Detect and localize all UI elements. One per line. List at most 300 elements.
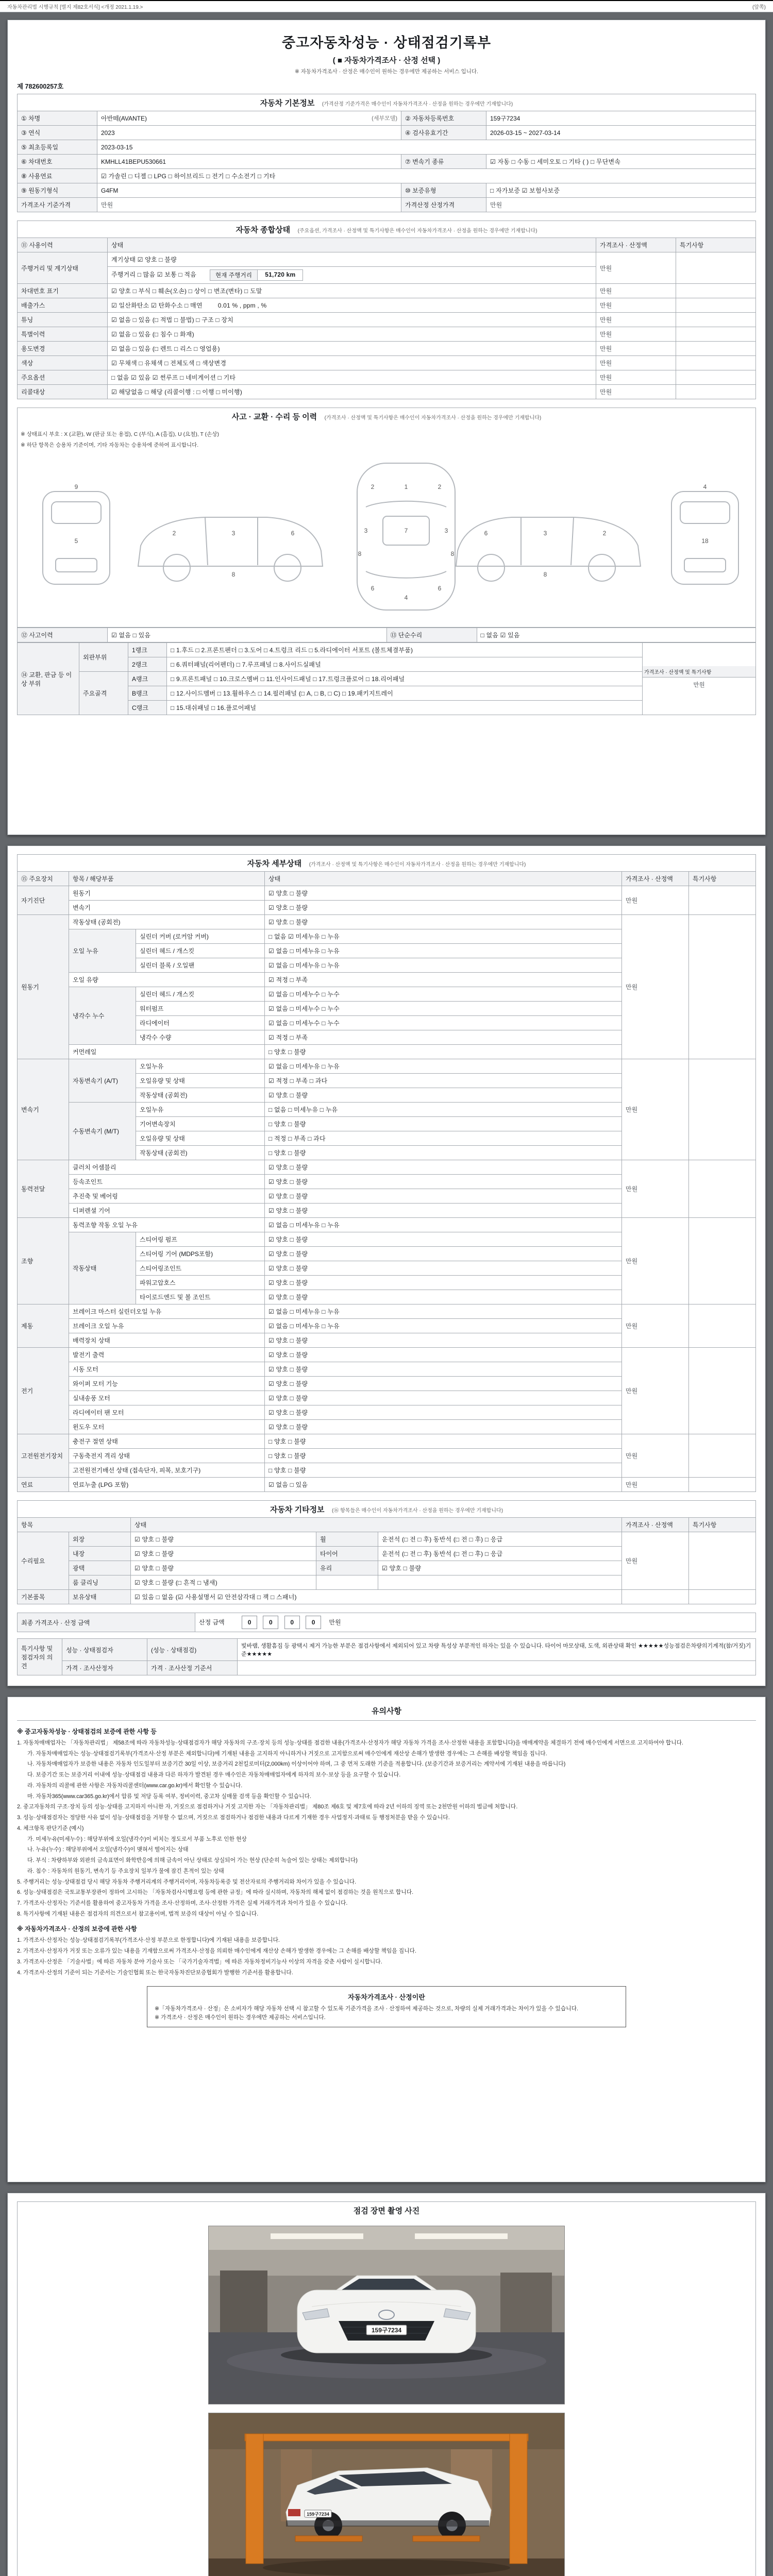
table-row [18, 1639, 756, 1661]
checkbox-group: ☑ 양호 □ 불량 [265, 1405, 622, 1420]
notice-paragraph: 7. 가격조사·산정자는 기준서를 활용하여 중고자동차 가격을 조사·산정하며, 조사·산정한 가격은 실제 거래가격과 차이가 있을 수 있습니다. [17, 1900, 348, 1907]
notice-paragraph: 3. 성능·상태점검자는 정당한 사유 없이 성능·상태점검을 거부할 수 없으며, 거짓으로 점검하거나 점검한 내용과 다르게 기재한 경우 사업정지·과태료 등 행정처분을 받을 수 있습니다. [17, 1815, 450, 1821]
subgroup-cell: 수동변속기 (M/T) [69, 1103, 136, 1160]
note-cell [689, 1532, 756, 1590]
notice-paragraph: 가. 미세누유(미세누수) : 해당부위에 오일(냉각수)이 비치는 정도로서 부품 노후로 인한 현상 [27, 1836, 247, 1842]
note-cell [689, 915, 756, 1059]
device-cell: 조향 [18, 1218, 69, 1304]
checkbox-group: ☑ 양호 □ 불량 [265, 1088, 622, 1103]
price-survey-option: ( ■ 자동차가격조사 · 산정 선택 ) [332, 56, 441, 65]
checkbox-group: ☑ 양호 □ 불량 [265, 901, 622, 915]
checkbox-group: ☑ 양호 □ 불량 [265, 1247, 622, 1261]
license-plate-front: 159구7234 [371, 2327, 402, 2334]
checkbox-group: ☑ 양호 □ 불량 [265, 1420, 622, 1434]
table-row [18, 1160, 756, 1175]
notice-paragraph: 라. 침수 : 자동차의 원동기, 변속기 등 주요장치 일부가 물에 잠긴 흔적이 있는 상태 [27, 1868, 224, 1874]
notice-body [17, 1727, 756, 1977]
table-row [18, 370, 756, 385]
vin-value: KMHLL41BEPU530661 [97, 155, 401, 169]
price-cell: 만원 [622, 1304, 689, 1348]
accident-history-checkbox-group: ☑ 없음 □ 있음 [108, 628, 387, 642]
part-items-checkbox-group: □ 1.후드 □ 2.프론트펜더 □ 3.도어 □ 4.트렁크 리드 □ 5.라디에이터 서포트 (볼트체결부품) [167, 643, 643, 657]
note-cell [676, 370, 756, 385]
checkbox-group: ☑ 양호 □ 불량 [265, 1333, 622, 1348]
checkbox-group: □ 양호 □ 불량 [265, 1117, 622, 1131]
price-cell: 만원 [596, 342, 676, 356]
table-row [18, 628, 756, 642]
table-row [18, 169, 756, 183]
table-row [18, 342, 756, 356]
table-row [18, 284, 756, 298]
item-cell: 냉각수 수량 [136, 1030, 265, 1045]
item-cell: 기어변속장치 [136, 1117, 265, 1131]
part-items-checkbox-group: □ 15.대쉬패널 □ 16.플로어패널 [167, 701, 643, 715]
col-price: 가격조사 · 산정액 [596, 238, 676, 252]
note-cell [689, 1059, 756, 1160]
table-row [18, 111, 756, 126]
row-label: 차대번호 표기 [18, 284, 108, 298]
price-digit: 0 [263, 1616, 278, 1629]
first-reg-value: 2023-03-15 [97, 140, 756, 155]
row-label: 리콜대상 [18, 385, 108, 399]
checkbox-group: □ 양호 □ 불량 [265, 1449, 622, 1463]
item-cell: 고전원전기배선 상태 (접속단자, 피복, 보호기구) [69, 1463, 265, 1478]
notice-paragraph: 나. 누유(누수) : 해당부위에서 오일(냉각수)이 맺혀서 떨어지는 상태 [27, 1846, 189, 1853]
svg-text:2: 2 [602, 530, 607, 537]
item-cell: 오일누유 [136, 1103, 265, 1117]
table-row [18, 356, 756, 370]
table-row [18, 183, 756, 198]
checkbox-group: □ 양호 □ 불량 [265, 1434, 622, 1449]
item-cell: 스티어링 펌프 [136, 1232, 265, 1247]
panel-detail-etc [7, 845, 766, 1686]
note-cell [689, 886, 756, 915]
inspector-label: 성능 · 상태점검자 [62, 1639, 147, 1661]
table-row [18, 327, 756, 342]
document-page [4, 20, 769, 2576]
device-cell: 변속기 [18, 1059, 69, 1160]
col-use-history: ⑪ 사용이력 [18, 238, 108, 252]
notice-heading: ※ 자동차가격조사 · 산정의 보증에 관한 사항 [17, 1925, 137, 1933]
table-row [18, 1478, 756, 1492]
item-cell: 라디에이터 팬 모터 [69, 1405, 265, 1420]
item-label [316, 1575, 378, 1590]
basic-items-label: 보유상태 [69, 1590, 131, 1604]
section-basic-note: (가격산정 기준가격은 매수인이 자동차가격조사 · 산정을 원하는 경우에만 기재합니다) [322, 101, 513, 107]
section-photos-header [17, 2201, 756, 2218]
transmission-checkbox-group: ☑ 자동 □ 수동 □ 세미오토 □ 기타 ( ) □ 무단변속 [486, 155, 756, 169]
checkbox-group: ☑ 없음 □ 미세누유 □ 누유 [265, 1059, 622, 1074]
item-cell: 추진축 및 베어링 [69, 1189, 265, 1204]
vin-label: ⑥ 차대번호 [18, 155, 97, 169]
svg-text:9: 9 [74, 483, 78, 490]
svg-text:2: 2 [438, 483, 442, 490]
appraiser-tag: 가격 · 조사산정 기준서 [147, 1661, 238, 1675]
checkbox-group: ☑ 양호 □ 불량 [265, 1290, 622, 1304]
price-digit: 0 [306, 1616, 321, 1629]
item-label: 광택 [69, 1561, 131, 1575]
checkbox-group: ☑ 양호 □ 불량 [131, 1532, 316, 1547]
item-cell: 변속기 [69, 901, 265, 915]
table-row [18, 140, 756, 155]
repair-group-label: 수리필요 [18, 1532, 69, 1590]
svg-text:3: 3 [364, 527, 368, 534]
col-item: 항목 [18, 1518, 131, 1532]
price-cell: 만원 [622, 1059, 689, 1160]
opinion-side-label: 특기사항 및 점검자의 의견 [18, 1639, 62, 1675]
item-cell: 스티어링 기어 (MDPS포함) [136, 1247, 265, 1261]
notice-paragraph: 가. 자동차매매업자는 성능·상태점검기록부(가격조사·산정 부분은 제외합니다)에 기재된 내용을 고지하지 아니하거나 거짓으로 고지함으로써 매수인에게 재산상 손해가 발생한 경우에는 그 손해를 배상할 책임을 집니다. [27, 1750, 547, 1757]
price-calc-label: 가격산정 산정가격 [401, 198, 486, 212]
note-cell [676, 313, 756, 327]
row-label: 배출가스 [18, 298, 108, 313]
section-accident-title: 사고 · 교환 · 수리 등 이력 [231, 413, 317, 421]
svg-text:4: 4 [404, 594, 408, 601]
col-price: 가격조사 · 산정액 [622, 872, 689, 886]
appraiser-label: 가격 · 조사산정자 [62, 1661, 147, 1675]
price-cell [643, 643, 756, 715]
table-header-row [18, 872, 756, 886]
item-cell: 동력조향 작동 오일 누유 [69, 1218, 265, 1232]
state-code-legend: ※ 상태표시 부호 : X (교환), W (판금 또는 용접), C (부식), A (흠집), U (요철), T (손상) [21, 431, 219, 437]
checkbox-group [108, 267, 596, 284]
checkbox-group: ☑ 양호 □ 불량 (□ 흔적 □ 냄새) [131, 1575, 316, 1590]
checkbox-group: ☑ 양호 □ 불량 [265, 1391, 622, 1405]
checkbox-group [108, 327, 596, 342]
checkbox-group: ☑ 양호 □ 불량 [265, 1175, 622, 1189]
basic-info-table [17, 111, 756, 212]
price-digit: 0 [284, 1616, 300, 1629]
reg-no-label: ② 자동차등록번호 [401, 111, 486, 126]
price-unit: 만원 [329, 1619, 341, 1626]
table-row [18, 1532, 756, 1547]
row-label: 색상 [18, 356, 108, 370]
notice-paragraph: 6. 성능·상태점검은 국토교통부장관이 정하여 고시하는 「자동차검사시행요령 등에 관한 규정」에 따라 실시하며, 자동차의 해체 없이 점검하는 것을 원칙으로 합니다. [17, 1889, 414, 1896]
warranty-checkbox-group: □ 자가보증 ☑ 보험사보증 [486, 183, 756, 198]
item-label: 유리 [316, 1561, 378, 1575]
price-cell: 만원 [622, 1478, 689, 1492]
part-category: 주요골격 [79, 672, 128, 715]
item-cell: 연료누출 (LPG 포함) [69, 1478, 265, 1492]
checkbox-group [378, 1575, 622, 1590]
item-cell: 클러치 어셈블리 [69, 1160, 265, 1175]
page-marker: (앞쪽) [752, 5, 766, 10]
checkbox-group [108, 252, 596, 267]
price-cell: 만원 [596, 327, 676, 342]
part-rank: B랭크 [128, 686, 167, 701]
checkbox-group [108, 370, 596, 385]
checkbox-group: ☑ 양호 □ 불량 [131, 1561, 316, 1575]
table-row [18, 385, 756, 399]
subgroup-cell: 오일 누유 [69, 929, 136, 973]
checkbox-group: ☑ 양호 □ 불량 [265, 1204, 622, 1218]
note-cell [676, 342, 756, 356]
price-cell: 만원 [622, 1218, 689, 1304]
final-price-table [17, 1613, 756, 1632]
svg-text:6: 6 [438, 585, 442, 592]
svg-text:8: 8 [231, 571, 236, 578]
table-row [18, 1059, 756, 1074]
col-note: 특기사항 [676, 238, 756, 252]
section-overall-header [17, 221, 756, 238]
svg-text:8: 8 [450, 550, 455, 557]
section-photos-title: 점검 장면 촬영 사진 [353, 2207, 420, 2215]
price-cell: 만원 [622, 1348, 689, 1434]
note-cell [689, 1304, 756, 1348]
price-cell: 만원 [596, 298, 676, 313]
inspection-photo-front [208, 2226, 565, 2404]
item-label: 타이어 [316, 1547, 378, 1561]
section-etc-note: (⑯ 항목들은 매수인이 자동차가격조사 · 산정을 원하는 경우에만 기재합니다) [332, 1508, 503, 1514]
price-calc-value: 만원 [486, 198, 756, 212]
inspector-opinion-text: 빛바램, 생활흠집 등 광택시 제거 가능한 부분은 점검사항에서 제외되어 있고 차량 특성상 부분적인 하자는 있을 수 있습니다. 타이어 마모상태, 도색, 외관상태 확인 ★★★★★성능점검은차량의기계적(참/거짓)기준★★★★★ [238, 1639, 756, 1661]
part-items-checkbox-group: □ 9.프론트패널 □ 10.크로스멤버 □ 11.인사이드패널 □ 17.트렁크플로어 □ 18.리어패널 [167, 672, 643, 686]
section-detail-header [17, 854, 756, 871]
col-device: ⑮ 주요장치 [18, 872, 69, 886]
odometer-box [210, 269, 303, 281]
price-cell: 만원 [622, 886, 689, 915]
accident-history-table [17, 628, 756, 642]
price-cell: 만원 [596, 313, 676, 327]
section-etc-header [17, 1500, 756, 1517]
basic-items-group-label: 기본품목 [18, 1590, 69, 1604]
final-price-label: 최종 가격조사 · 산정 금액 [18, 1613, 195, 1632]
notice-paragraph: 다. 보증기간 또는 보증거리 이내에 성능·상태점검 내용과 다른 하자가 발견된 경우 매수인은 자동차매매업자에게 하자의 보수·보상 등을 요구할 수 있습니다. [27, 1772, 401, 1778]
device-cell: 연료 [18, 1478, 69, 1492]
item-cell: 충전구 절연 상태 [69, 1434, 265, 1449]
checkbox-group: ☑ 없음 □ 있음 (□ 적법 □ 불법) □ 구조 □ 장치 [111, 316, 233, 324]
item-cell: 라디에이터 [136, 1016, 265, 1030]
note-cell [676, 327, 756, 342]
inspector-tag: (성능 · 상태점검) [147, 1639, 238, 1661]
checkbox-group [108, 356, 596, 370]
price-cell: 만원 [622, 1160, 689, 1218]
part-rank: C랭크 [128, 701, 167, 715]
item-cell: 워터펌프 [136, 1002, 265, 1016]
section-basic-header [17, 94, 756, 111]
checkbox-group: 운전석 (□ 전 □ 후) 동반석 (□ 전 □ 후) □ 응급 [378, 1547, 622, 1561]
price-survey-note: ※ 자동차가격조사 · 산정은 매수인이 원하는 경우에만 제공하는 서비스 입니다. [295, 69, 478, 75]
car-name-label: ① 차명 [18, 111, 97, 126]
checkbox-group: □ 적정 □ 부족 □ 과다 [265, 1131, 622, 1146]
device-cell: 동력전달 [18, 1160, 69, 1218]
table-row [18, 313, 756, 327]
table-row [18, 252, 756, 267]
odometer-value: 51,720 km [265, 271, 296, 278]
table-row [18, 1304, 756, 1319]
note-cell [689, 1478, 756, 1492]
svg-text:5: 5 [74, 537, 78, 545]
price-base-label: 가격조사 기준가격 [18, 198, 97, 212]
item-cell: 와이퍼 모터 기능 [69, 1377, 265, 1391]
item-label: 휠 [316, 1532, 378, 1547]
svg-text:18: 18 [701, 537, 709, 545]
price-cell: 만원 [622, 1532, 689, 1590]
item-cell: 오일유량 및 상태 [136, 1131, 265, 1146]
col-note: 특기사항 [689, 872, 756, 886]
checkbox-group: ☑ 양호 □ 불량 [265, 1348, 622, 1362]
checkbox-group: ☑ 양호 □ 불량 [265, 1232, 622, 1247]
checkbox-group: ☑ 양호 □ 불량 [131, 1547, 316, 1561]
table-row [18, 1613, 756, 1632]
col-price: 가격조사 · 산정액 [622, 1518, 689, 1532]
item-cell: 실내송풍 모터 [69, 1391, 265, 1405]
svg-text:3: 3 [444, 527, 448, 534]
first-reg-label: ⑤ 최초등록일 [18, 140, 97, 155]
exchange-parts-table [17, 642, 756, 715]
checkbox-group: ☑ 일산화탄소 ☑ 탄화수소 □ 매연 [111, 302, 203, 309]
definition-box-title: 자동차가격조사 · 산정이란 [348, 1993, 425, 2002]
note-cell [676, 298, 756, 313]
exchange-label: ⑭ 교환, 판금 등 이상 부위 [18, 643, 79, 715]
car-name-submodel: (세부모델) [372, 115, 397, 122]
device-cell: 자기진단 [18, 886, 69, 915]
table-row [18, 915, 756, 929]
svg-text:1: 1 [404, 483, 408, 490]
checkbox-group [108, 313, 596, 327]
accident-history-label: ⑫ 사고이력 [18, 628, 108, 642]
car-name: 아반떼(AVANTE) [101, 115, 147, 122]
price-cell: 만원 [596, 370, 676, 385]
price-survey-definition-box [147, 1986, 626, 2027]
inspection-photo-lift [208, 2413, 565, 2576]
item-cell: 오일유량 및 상태 [136, 1074, 265, 1088]
svg-text:6: 6 [484, 530, 488, 537]
section-overall-title: 자동차 종합상태 [236, 226, 291, 234]
transmission-label: ⑦ 변속기 종류 [401, 155, 486, 169]
panel-notice [7, 1697, 766, 2182]
overall-state-table [17, 238, 756, 399]
checkbox-group: ☑ 양호 □ 불량 [265, 1189, 622, 1204]
part-rank: 1랭크 [128, 643, 167, 657]
definition-box-text-2: ※ 가격조사 · 산정은 매수인이 원하는 경우에만 제공하는 서비스입니다. [155, 2014, 326, 2021]
notice-paragraph: 2. 가격조사·산정자가 거짓 또는 오류가 있는 내용을 기재함으로써 가격조사·산정을 의뢰한 매수인에게 재산상 손해가 발생한 경우에는 그 손해를 배상할 책임을 집니다. [17, 1948, 416, 1955]
notice-paragraph: 나. 자동차매매업자가 보증한 내용은 자동차 인도일부터 보증기간 30일 이상, 보증거리 2천킬로미터(2,000km) 이상이어야 하며, 그 중 먼저 도래한 기준을 적용합니다. (보증기간과 보증거리는 계약서에 기재된 내용을 따릅니다) [27, 1761, 566, 1768]
subgroup-cell: 자동변속기 (A/T) [69, 1059, 136, 1103]
license-plate-rear: 159구7234 [307, 2512, 329, 2517]
item-cell: 실린더 블록 / 오일팬 [136, 958, 265, 973]
note-cell [676, 385, 756, 399]
odometer-label: 현재 주행거리 [210, 270, 258, 280]
col-state: 상태 [108, 238, 596, 252]
checkbox-group: ☑ 없음 □ 미세누유 □ 누유 [265, 958, 622, 973]
checkbox-group: ☑ 해당없음 □ 해당 (리콜이행 : □ 이행 □ 미이행) [111, 388, 242, 396]
detail-state-table [17, 871, 756, 1492]
price-value: 만원 [693, 682, 705, 688]
table-header-row [18, 1518, 756, 1532]
item-label: 외장 [69, 1532, 131, 1547]
notice-paragraph: 다. 부식 : 차량하부와 외판의 금속표면이 화학반응에 의해 금속이 아닌 상태로 상실되어 가는 현상 (단순히 녹슬어 있는 상태는 제외합니다) [27, 1857, 358, 1864]
row-label: 특별이력 [18, 327, 108, 342]
warranty-label: ⑩ 보증유형 [401, 183, 486, 198]
etc-info-table [17, 1517, 756, 1604]
checkbox-group: ☑ 없음 □ 미세누유 □ 누유 [265, 1319, 622, 1333]
checkbox-group: ☑ 있음 □ 없음 (☑ 사용설명서 ☑ 안전삼각대 □ 잭 □ 스패너) [131, 1590, 622, 1604]
inspect-label: ④ 검사유효기간 [401, 126, 486, 140]
part-items-checkbox-group: □ 12.사이드멤버 □ 13.휠하우스 □ 14.필러패널 (□ A, □ B, □ C) □ 19.패키지트레이 [167, 686, 643, 701]
form-code-strip [0, 0, 773, 12]
table-row [18, 886, 756, 901]
price-column-header: 가격조사 · 산정액 및 특기사항 [643, 666, 755, 677]
item-cell: 브레이크 마스터 실린더오일 누유 [69, 1304, 265, 1319]
note-cell [689, 1434, 756, 1478]
price-cell: 만원 [596, 385, 676, 399]
checkbox-group: ☑ 양호 □ 불량 [265, 886, 622, 901]
price-cell: 만원 [622, 915, 689, 1059]
checkbox-group: ☑ 없음 □ 있음 (□ 렌트 □ 리스 □ 영업용) [111, 345, 220, 352]
part-rank: 2랭크 [128, 657, 167, 672]
checkbox-group: ☑ 무채색 □ 유채색 □ 전체도색 □ 색상변경 [111, 360, 227, 367]
section-detail-note: (가격조사 · 산정액 및 특기사항은 매수인이 자동차가격조사 · 산정을 원하는 경우에만 기재합니다) [309, 862, 526, 868]
device-cell: 제동 [18, 1304, 69, 1348]
item-cell: 실린더 헤드 / 개스킷 [136, 944, 265, 958]
final-price-value [195, 1613, 756, 1632]
checkbox-group: ☑ 양호 □ 불량 [265, 1362, 622, 1377]
note-cell [689, 1218, 756, 1304]
device-cell: 원동기 [18, 915, 69, 1059]
table-row [18, 643, 756, 657]
table-row [18, 1348, 756, 1362]
item-cell: 작동상태 (공회전) [136, 1088, 265, 1103]
appraiser-opinion-text [238, 1661, 756, 1675]
item-label: 룸 클리닝 [69, 1575, 131, 1590]
svg-text:3: 3 [543, 530, 547, 537]
section-basic-title: 자동차 기본정보 [260, 99, 315, 108]
checkbox-group [108, 342, 596, 356]
table-row [18, 126, 756, 140]
checkbox-group: ☑ 양호 □ 불량 [265, 1160, 622, 1175]
item-cell: 등속조인트 [69, 1175, 265, 1189]
svg-text:6: 6 [291, 530, 295, 537]
checkbox-group: ☑ 양호 □ 불량 [265, 1261, 622, 1276]
checkbox-group: ☑ 양호 □ 불량 [265, 1276, 622, 1290]
device-cell: 고전원전기장치 [18, 1434, 69, 1478]
section-etc-title: 자동차 기타정보 [270, 1505, 325, 1514]
price-cell: 만원 [596, 356, 676, 370]
svg-text:2: 2 [172, 530, 176, 537]
simple-repair-label: ⑬ 단순수리 [386, 628, 477, 642]
item-cell: 디퍼렌셜 기어 [69, 1204, 265, 1218]
part-items-checkbox-group: □ 6.쿼터패널(리어펜더) □ 7.루프패널 □ 8.사이드실패널 [167, 657, 643, 672]
col-item: 항목 / 해당부품 [69, 872, 265, 886]
table-header-row [18, 238, 756, 252]
note-cell [689, 1590, 756, 1604]
notice-paragraph: 3. 가격조사·산정은 「기술사법」에 따른 자동차 분야 기술사 또는 「국가기술자격법」에 따른 자동차정비기능사 이상의 자격을 갖춘 사람이 실시합니다. [17, 1958, 382, 1965]
checkbox-group [108, 298, 596, 313]
checkbox-group: ☑ 없음 □ 미세누유 □ 누유 [265, 1218, 622, 1232]
checkbox-group: ☑ 적정 □ 부족 □ 과다 [265, 1074, 622, 1088]
item-cell: 오일누유 [136, 1059, 265, 1074]
checkbox-group [108, 284, 596, 298]
price-base-value: 만원 [97, 198, 401, 212]
checkbox-group: 계기상태 ☑ 양호 □ 불량 [111, 256, 177, 263]
item-cell: 스티어링조인트 [136, 1261, 265, 1276]
device-cell: 전기 [18, 1348, 69, 1434]
engine-label: ⑨ 원동기형식 [18, 183, 97, 198]
table-row [18, 1590, 756, 1604]
subgroup-cell: 냉각수 누수 [69, 987, 136, 1045]
svg-text:6: 6 [371, 585, 375, 592]
emission-values: 0.01 % , ppm , % [217, 302, 267, 309]
col-state: 상태 [131, 1518, 622, 1532]
item-cell: 파워고압호스 [136, 1276, 265, 1290]
item-cell: 윈도우 모터 [69, 1420, 265, 1434]
price-digit: 0 [242, 1616, 257, 1629]
svg-text:7: 7 [404, 527, 408, 534]
svg-text:3: 3 [231, 530, 236, 537]
checkbox-group: ☑ 없음 □ 있음 (□ 침수 □ 화재) [111, 331, 194, 338]
section-detail-title: 자동차 세부상태 [247, 859, 302, 868]
